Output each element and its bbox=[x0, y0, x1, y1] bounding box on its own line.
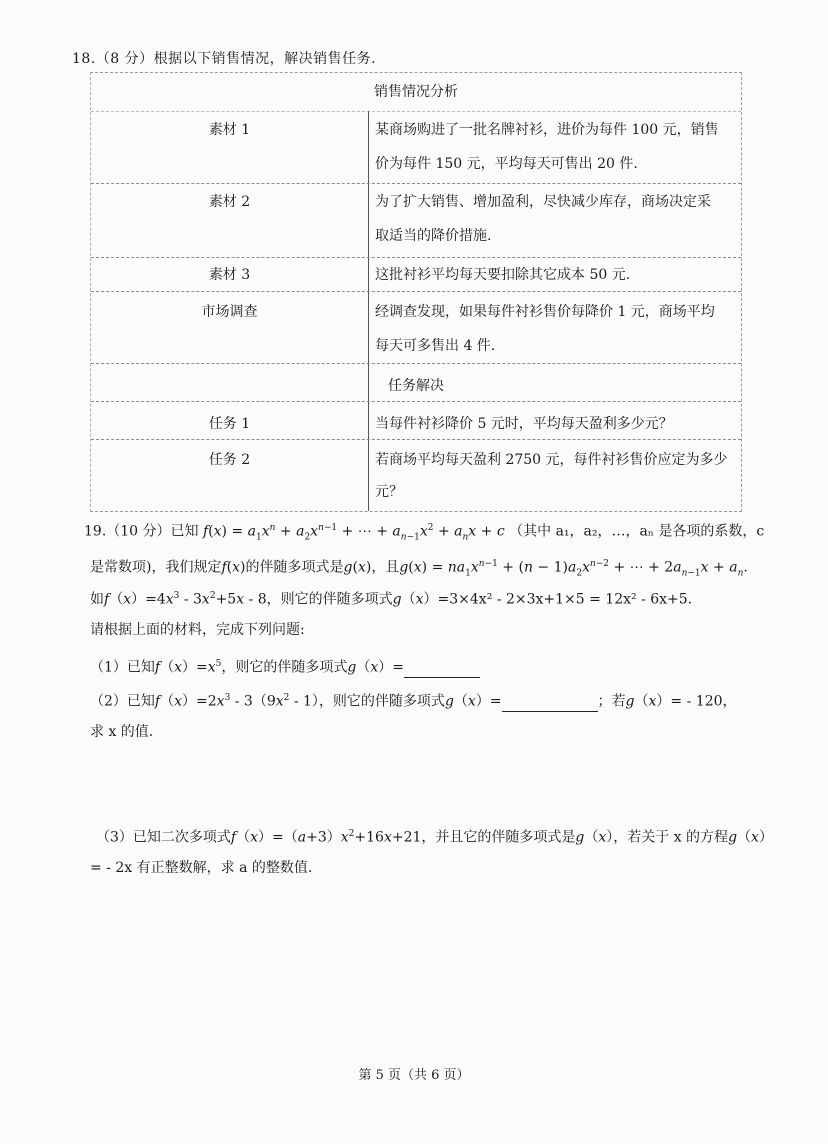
section-title-analysis: 销售情况分析 bbox=[374, 84, 458, 100]
sales-table bbox=[90, 72, 742, 512]
q19-part-2-cont: 求 x 的值. bbox=[90, 724, 154, 740]
row-text-material-2-line1: 为了扩大销售、增加盈利，尽快减少库存，商场决定采 bbox=[375, 194, 711, 210]
row-text-material-2-line2: 取适当的降价措施. bbox=[375, 228, 492, 244]
row-label-market-survey: 市场调查 bbox=[201, 304, 258, 320]
row-text-market-survey-line2: 每天可多售出 4 件. bbox=[375, 338, 496, 354]
row-text-material-3-line1: 这批衬衫平均每天要扣除其它成本 50 元. bbox=[375, 267, 631, 283]
row-text-market-survey-line1: 经调查发现，如果每件衬衫售价每降价 1 元，商场平均 bbox=[375, 304, 715, 320]
q19-part-2: （2）已知$f(x)=2x^3 - 3(9x^2 - 1)$，则它的伴随多项式g（x）= ；若g（x）= - 120， bbox=[90, 693, 737, 710]
row-label-material-1: 素材 1 bbox=[208, 122, 251, 138]
q19-part-3: （3）已知二次多项式$f(x)=(a+3)x^2+16x+21$，并且它的伴随多项式是g（x），若关于 x 的方程g（x） bbox=[96, 829, 773, 846]
task-text-2-line2: 元？ bbox=[375, 484, 403, 500]
task-label-2: 任务 2 bbox=[208, 452, 251, 468]
page-footer: 第 5 页（共 6 页） bbox=[358, 1068, 470, 1083]
answer-blank-2[interactable] bbox=[502, 697, 598, 712]
section-title-tasks: 任务解决 bbox=[388, 378, 444, 394]
q19-part-1: （1）已知$f(x)=x^5$，则它的伴随多项式g（x）= bbox=[90, 654, 480, 678]
q19-instruction: 请根据上面的材料，完成下列问题: bbox=[90, 622, 305, 638]
column-divider-lower bbox=[368, 401, 369, 511]
task-text-1: 当每件衬衫降价 5 元时，平均每天盈利多少元？ bbox=[375, 416, 673, 432]
q19-example: 如$f(x)=4x^3 - 3x^2+5x - 8$，则它的伴随多项式g（x）=3×4x² - 2×3x+1×5 = 12x² - 6x+5. bbox=[90, 591, 693, 608]
row-text-material-1-line1: 某商场购进了一批名牌衬衫，进价为每件 100 元，销售 bbox=[375, 122, 719, 138]
column-divider bbox=[368, 111, 369, 401]
q19-line-2: 是常数项)，我们规定f(x)的伴随多项式是g(x)，且$g(x) = na_1x^{n-1} + (n - 1)a_2x^{n-2}$ + ⋯ + $2a_{n-1}x + a_n$. bbox=[90, 559, 748, 579]
task-text-2-line1: 若商场平均每天盈利 2750 元，每件衬衫售价应定为多少 bbox=[375, 452, 728, 468]
row-label-material-2: 素材 2 bbox=[208, 194, 251, 210]
q19-part-3-cont: = - 2x 有正整数解，求 a 的整数值. bbox=[90, 860, 313, 876]
q19-line-1: 19.（10 分）已知 $f(x) = a_1x^n + a_2x^{n-1}$ + ⋯ + $a_{n-1}x^2 + a_nx + c$ （其中 a₁，a₂，…，aₙ 是各项的系数，c bbox=[84, 523, 765, 543]
task-label-1: 任务 1 bbox=[208, 416, 251, 432]
row-text-material-1-line2: 价为每件 150 元，平均每天可售出 20 件. bbox=[375, 156, 638, 172]
answer-blank-1[interactable] bbox=[404, 663, 480, 678]
row-label-material-3: 素材 3 bbox=[208, 267, 251, 283]
question-18-header: 18.（8 分）根据以下销售情况，解决销售任务. bbox=[72, 51, 377, 67]
